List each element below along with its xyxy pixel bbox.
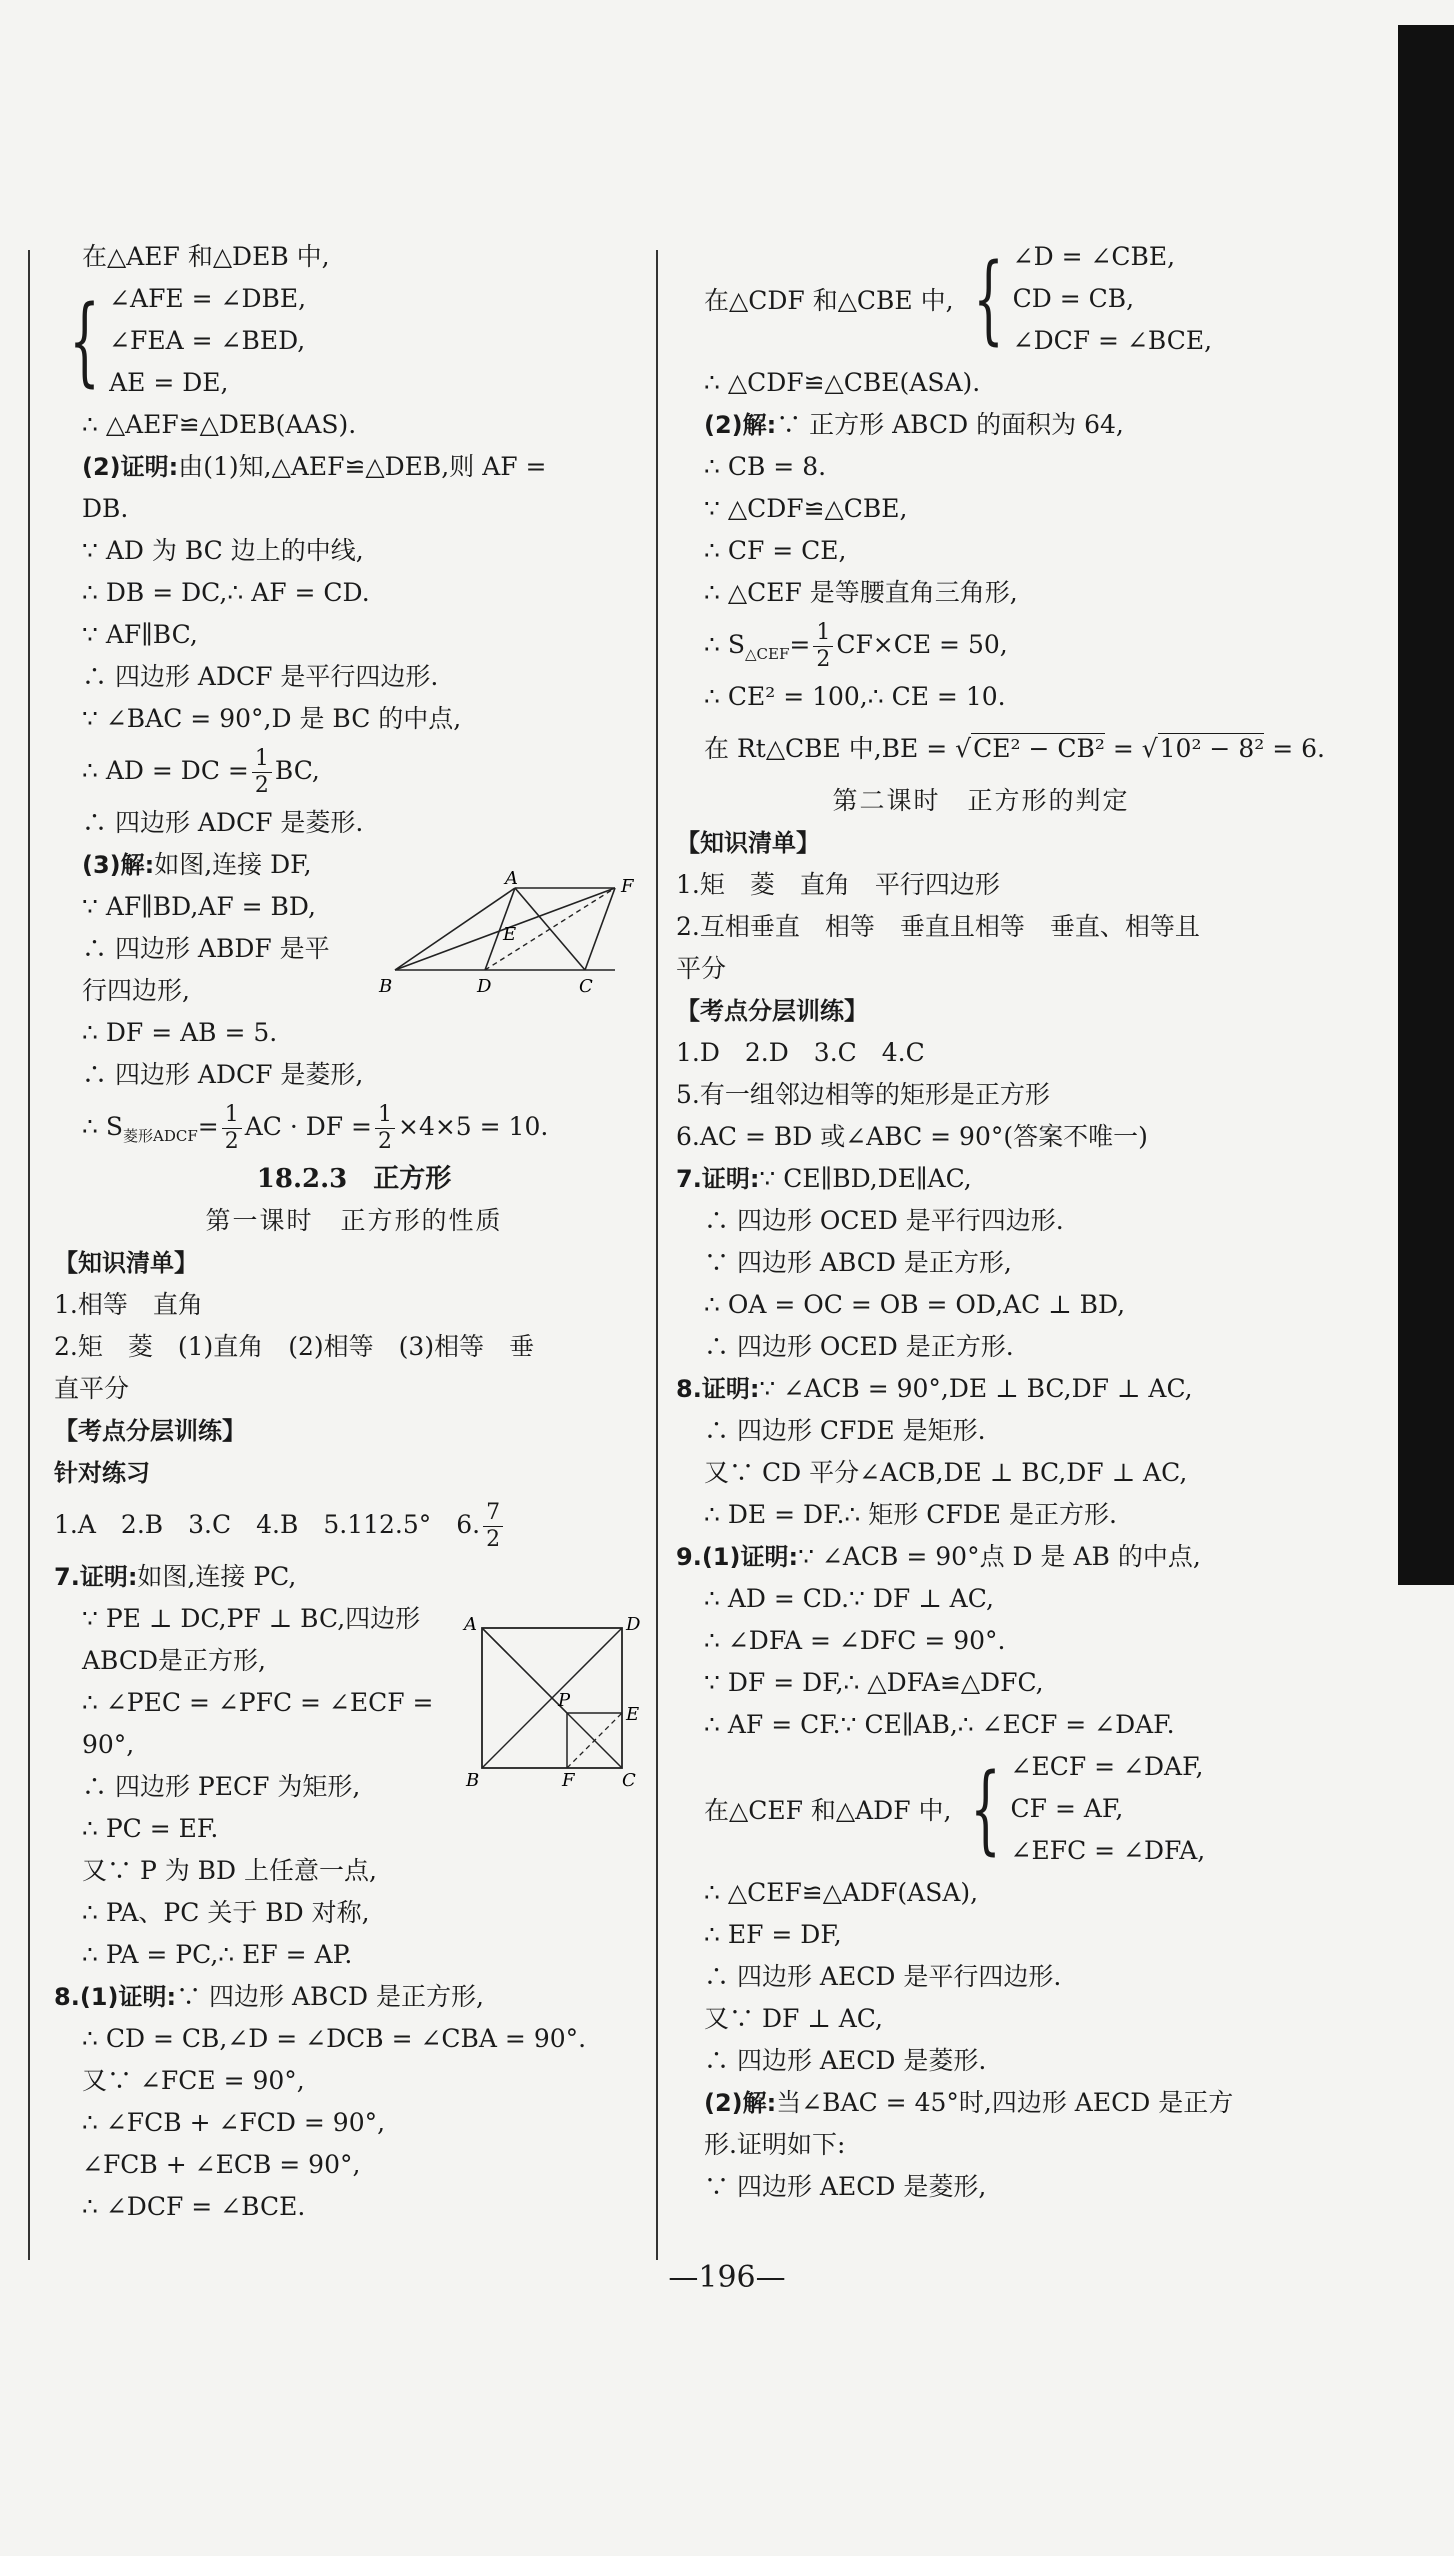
text-span: 当∠BAC = 45°时,四边形 AECD 是正方 — [776, 2088, 1234, 2117]
text-line: ∴ 四边形 CFDE 是矩形. — [704, 1416, 986, 1445]
text-line: ∴ CE² = 100,∴ CE = 10. — [704, 682, 1006, 711]
section-title: 18.2.3 正方形 — [256, 1164, 452, 1194]
text-line: ∵ AF∥BC, — [82, 620, 198, 649]
proof-label: (2)证明: — [82, 453, 179, 481]
text-span: ∴ S — [82, 1112, 123, 1141]
point-label: E — [626, 1704, 640, 1725]
text-line: ∴ △AEF≌△DEB(AAS). — [82, 410, 357, 439]
point-label: A — [464, 1614, 477, 1635]
fraction — [222, 1102, 242, 1155]
fraction-denominator: 2 — [816, 647, 831, 672]
lesson-subtitle: 第一课时 正方形的性质 — [205, 1206, 503, 1235]
proof-label: 9.(1)证明: — [676, 1543, 799, 1571]
text-line: 2.互相垂直 相等 垂直且相等 垂直、相等且 — [676, 912, 1200, 941]
text-line: ∴ AD = CD.∵ DF ⊥ AC, — [704, 1584, 994, 1613]
subscript: △CEF — [744, 645, 790, 663]
text-line: ∴ AF = CF.∵ CE∥AB,∴ ∠ECF = ∠DAF. — [704, 1710, 1175, 1739]
condition-line: ∠D = ∠CBE, — [1012, 242, 1176, 271]
text-line: 1.相等 直角 — [54, 1290, 203, 1319]
text-line — [676, 1536, 1286, 1578]
equation-system — [676, 1746, 1286, 1872]
text-line: ∴ 四边形 ADCF 是菱形. — [82, 808, 364, 837]
condition-line: ∠FEA = ∠BED, — [109, 326, 306, 355]
text-line: ∴ △CEF 是等腰直角三角形, — [704, 578, 1018, 607]
fraction-denominator: 2 — [486, 1527, 501, 1552]
answer-line: 5.有一组邻边相等的矩形是正方形 — [676, 1080, 1050, 1109]
left-column — [54, 236, 654, 2228]
text-line: ∴ ∠PEC = ∠PFC = ∠ECF = — [82, 1688, 434, 1717]
text-line — [54, 446, 654, 488]
point-label: D — [477, 976, 492, 997]
text-line — [676, 2082, 1286, 2124]
text-line: 行四边形, — [82, 976, 190, 1005]
point-label: F — [621, 876, 634, 897]
text-line: ∵ 四边形 AECD 是菱形, — [704, 2172, 987, 2201]
point-label: B — [466, 1770, 480, 1788]
right-column — [676, 236, 1325, 2208]
point-label: A — [505, 870, 518, 889]
text-line: ∵ DF = DF,∴ △DFA≌△DFC, — [704, 1668, 1044, 1697]
text-line: ∵ AD 为 BC 边上的中线, — [82, 536, 364, 565]
proof-label: (2)解: — [704, 2089, 777, 2117]
point-label: D — [626, 1614, 641, 1635]
proof-label: 8.证明: — [676, 1375, 760, 1403]
text-span: = — [1112, 734, 1134, 763]
fraction-denominator: 2 — [224, 1129, 239, 1154]
subscript: 菱形ADCF — [122, 1127, 198, 1145]
text-line: ∴ ∠DCF = ∠BCE. — [82, 2192, 306, 2221]
text-span: 如图,连接 PC, — [137, 1562, 297, 1591]
condition-line: CF = AF, — [1010, 1794, 1124, 1823]
answer-line: 6.AC = BD 或∠ABC = 90°(答案不唯一) — [676, 1122, 1148, 1151]
text-line: ABCD是正方形, — [82, 1646, 267, 1675]
section-heading: 【考点分层训练】 — [54, 1417, 246, 1445]
text-span: = — [789, 630, 811, 659]
text-span: CF×CE = 50, — [836, 630, 1008, 659]
brace-symbol: { — [69, 285, 100, 397]
text-line: ∴ DB = DC,∴ AF = CD. — [82, 578, 370, 607]
text-line: ∴ △CEF≌△ADF(ASA), — [704, 1878, 979, 1907]
text-line: ∴ EF = DF, — [704, 1920, 842, 1949]
point-label: B — [379, 976, 393, 997]
point-label: P — [558, 1690, 571, 1711]
text-span: ∵ CE∥BD,DE∥AC, — [759, 1164, 972, 1193]
text-span: 在△CEF 和△ADF 中, — [704, 1796, 952, 1825]
text-line — [676, 1158, 1286, 1200]
book-spine-bar — [1398, 25, 1454, 1585]
text-span: ∵ 正方形 ABCD 的面积为 64, — [776, 410, 1124, 439]
text-span: 由(1)知,△AEF≌△DEB,则 AF = — [178, 452, 547, 481]
proof-label: (2)解: — [704, 411, 777, 439]
sqrt-radicand: 10² − 8² — [1159, 734, 1265, 763]
text-line: 又∵ P 为 BD 上任意一点, — [82, 1856, 377, 1885]
text-line — [676, 404, 1286, 446]
text-line — [676, 1368, 1286, 1410]
text-line: ∵ 四边形 ABCD 是正方形, — [704, 1248, 1012, 1277]
text-line: 1.矩 菱 直角 平行四边形 — [676, 870, 1000, 899]
text-line — [676, 614, 1286, 676]
text-line: ∴ CD = CB,∠D = ∠DCB = ∠CBA = 90°. — [82, 2024, 587, 2053]
proof-label: 8.(1)证明: — [54, 1983, 177, 2011]
text-line: 在△AEF 和△DEB 中, — [82, 242, 330, 271]
text-line: ∴ DE = DF.∴ 矩形 CFDE 是正方形. — [704, 1500, 1117, 1529]
point-label: F — [562, 1770, 575, 1788]
sqrt-radicand: CE² − CB² — [973, 734, 1105, 763]
text-line: 形.证明如下: — [704, 2130, 846, 2159]
text-line: ∴ CB = 8. — [704, 452, 827, 481]
text-line: ∴ ∠DFA = ∠DFC = 90°. — [704, 1626, 1006, 1655]
text-line: ∵ PE ⊥ DC,PF ⊥ BC,四边形 — [82, 1604, 421, 1633]
text-line: 2.矩 菱 (1)直角 (2)相等 (3)相等 垂 — [54, 1332, 535, 1361]
lesson-subtitle: 第二课时 正方形的判定 — [832, 786, 1130, 815]
answer-line — [54, 1494, 654, 1556]
section-heading: 【知识清单】 — [54, 1249, 198, 1277]
section-heading: 【知识清单】 — [676, 829, 820, 857]
fraction — [375, 1102, 395, 1155]
text-line: ∵ ∠BAC = 90°,D 是 BC 的中点, — [82, 704, 462, 733]
proof-label: (3)解: — [82, 851, 155, 879]
text-span: ∵ 四边形 ABCD 是正方形, — [176, 1982, 484, 2011]
text-line: ∴ DF = AB = 5. — [82, 1018, 278, 1047]
text-span: = 6. — [1272, 734, 1325, 763]
point-label: C — [579, 976, 593, 997]
section-heading: 针对练习 — [54, 1459, 150, 1487]
text-line: ∵ AF∥BD,AF = BD, — [82, 892, 316, 921]
condition-line: ∠EFC = ∠DFA, — [1010, 1836, 1206, 1865]
condition-line: ∠AFE = ∠DBE, — [109, 284, 307, 313]
text-line: 又∵ CD 平分∠ACB,DE ⊥ BC,DF ⊥ AC, — [704, 1458, 1188, 1487]
text-line: ∴ 四边形 OCED 是正方形. — [704, 1332, 1014, 1361]
text-line: ∴ 四边形 ABDF 是平 — [82, 934, 330, 963]
text-line — [54, 740, 654, 802]
figure-square-diagram — [462, 1608, 652, 1788]
fraction — [483, 1500, 503, 1553]
fraction-denominator: 2 — [378, 1129, 392, 1154]
fraction-numerator: 1 — [252, 746, 272, 773]
text-line: ∴ OA = OC = OB = OD,AC ⊥ BD, — [704, 1290, 1126, 1319]
text-line — [54, 1976, 654, 2018]
text-line — [54, 1096, 654, 1158]
point-label: E — [503, 924, 517, 945]
text-span: BC, — [274, 756, 320, 785]
text-span: ∵ ∠ACB = 90°点 D 是 AB 的中点, — [798, 1542, 1201, 1571]
condition-line: ∠DCF = ∠BCE, — [1012, 326, 1213, 355]
text-span: 在 Rt△CBE 中,BE = — [704, 734, 948, 763]
condition-line: AE = DE, — [109, 368, 229, 397]
figure-rhombus-diagram — [375, 870, 645, 1000]
point-label: C — [622, 1770, 636, 1788]
condition-line: ∠ECF = ∠DAF, — [1010, 1752, 1204, 1781]
text-span: ∴ AD = DC = — [82, 756, 249, 785]
text-line: ∵ △CDF≌△CBE, — [704, 494, 908, 523]
text-span: = — [197, 1112, 219, 1141]
text-span: 在△CDF 和△CBE 中, — [704, 286, 954, 315]
text-line: ∴ PA、PC 关于 BD 对称, — [82, 1898, 370, 1927]
text-line: ∴ ∠FCB + ∠FCD = 90°, — [82, 2108, 386, 2137]
fraction-numerator: 1 — [813, 620, 833, 647]
text-line: ∴ 四边形 PECF 为矩形, — [82, 1772, 361, 1801]
text-line: 直平分 — [54, 1374, 130, 1403]
fraction-numerator: 1 — [375, 1102, 395, 1129]
text-line: ∴ PC = EF. — [82, 1814, 219, 1843]
answer-line: 1.D 2.D 3.C 4.C — [676, 1038, 925, 1067]
brace-symbol: { — [970, 1753, 1002, 1865]
proof-label: 7.证明: — [54, 1563, 138, 1591]
text-line: ∠FCB + ∠ECB = 90°, — [82, 2150, 361, 2179]
proof-label: 7.证明: — [676, 1165, 760, 1193]
text-line: 平分 — [676, 954, 727, 983]
text-line: ∴ 四边形 AECD 是平行四边形. — [704, 1962, 1062, 1991]
text-span: ∴ S — [704, 630, 745, 659]
fraction-denominator: 2 — [254, 773, 269, 798]
text-span: ×4×5 = 10. — [398, 1112, 549, 1141]
text-line: ∴ PA = PC,∴ EF = AP. — [82, 1940, 353, 1969]
text-line: ∴ 四边形 OCED 是平行四边形. — [704, 1206, 1064, 1235]
text-span: AC · DF = — [244, 1112, 372, 1141]
fraction — [813, 620, 833, 673]
text-line: ∴ △CDF≌△CBE(ASA). — [704, 368, 981, 397]
equation-system — [676, 236, 1286, 362]
column-divider — [656, 250, 658, 2260]
text-line: DB. — [82, 494, 129, 523]
text-line: ∴ CF = CE, — [704, 536, 847, 565]
fraction — [252, 746, 272, 799]
equation-system — [54, 278, 654, 404]
text-span: 如图,连接 DF, — [154, 850, 312, 879]
fraction-numerator: 7 — [483, 1500, 503, 1527]
left-margin-rule — [28, 250, 30, 2260]
condition-line: CD = CB, — [1012, 284, 1135, 313]
text-line: 又∵ ∠FCE = 90°, — [82, 2066, 305, 2095]
fraction-numerator: 1 — [222, 1102, 242, 1129]
text-line: ∴ 四边形 ADCF 是平行四边形. — [82, 662, 439, 691]
section-heading: 【考点分层训练】 — [676, 997, 868, 1025]
text-line: 90°, — [82, 1730, 135, 1759]
text-line: 在 Rt△CBE 中,BE = √CE² − CB² = √10² − 8² = 6. — [704, 734, 1325, 763]
text-line — [54, 1556, 654, 1598]
brace-symbol: { — [972, 243, 1004, 355]
page-number: —196— — [668, 2260, 786, 2295]
text-span: 1.A 2.B 3.C 4.B 5.112.5° 6. — [54, 1510, 481, 1539]
text-span: ∵ ∠ACB = 90°,DE ⊥ BC,DF ⊥ AC, — [759, 1374, 1193, 1403]
text-line: ∴ 四边形 ADCF 是菱形, — [82, 1060, 364, 1089]
text-line: ∴ 四边形 AECD 是菱形. — [704, 2046, 987, 2075]
text-line: 又∵ DF ⊥ AC, — [704, 2004, 883, 2033]
